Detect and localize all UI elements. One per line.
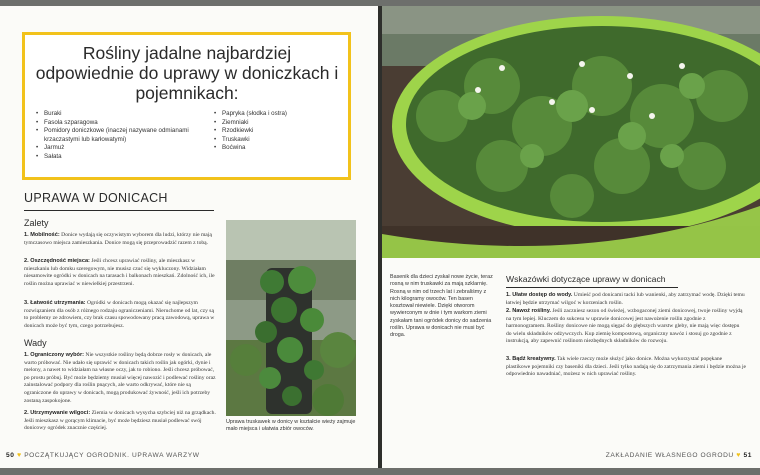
tips-heading: Wskazówki dotyczące uprawy w donicach [506,274,666,284]
subheading-wady: Wady [24,338,47,348]
plant-list-left [36,110,196,162]
heart-icon: ♥ [16,452,22,459]
para-text: Ziemia w donicach wysycha szybciej niż na grządkach. Jeśli mieszkasz w gorącym klimacie, być może będziesz musiał podlewać swój donicowy ogródek znacznie częściej. [24,410,216,432]
para-label: 3. Bądź kreatywny. [506,356,556,362]
right-page [382,6,760,468]
list-item: • Truskawki [214,136,334,145]
paragraph [24,300,216,330]
list-item: • Papryka (słodka i ostra) [214,110,334,119]
para-text: Ogródki w donicach mogą okazać się najlepszym rozwiązaniem dla osób z różnego rodzaju ograniczeniami. Nieruchome od lat, czy są to problemy ze zdrowiem, czy brak czasu spowodowany pracą zawodową, uprawa w donicach może być tym, czego potrzebujesz. [24,300,215,329]
footer-left [6,452,200,459]
paragraph [24,258,216,288]
paragraph [506,356,746,379]
para-text: Tak wiele rzeczy może służyć jako donice. Można wykorzystać popękane plastikowe pojemniki czy baseniki dla dzieci. Jeśli tylko nadają się do zatrzymania ziemi i będzie można je odpowiednio nawadniać, możesz w nich uprawiać rośliny. [506,356,746,378]
left-page [0,6,378,468]
para-label: 3. Łatwość utrzymania: [24,300,86,306]
list-item: • Fasola szparagowa [36,119,196,128]
para-text: Jeśli zaczniesz sezon od świeżej, wzbogaconej ziemi donicowej, twoje rośliny wyjdą na tym lepiej. Kluczem do sukcesu w uprawie donicowej jest nawożenie roślin zgodnie z harmonogramem. Rośliny donicowe nie mogą sięgać do głębszych warstw gleby, nie mają więc dostępu do wielu składników odżywczych. Kup ziemię kompostową, organiczny nawóz i stosuj go zgodnie z instrukcją, aby zapewnić roślinom niezbędnych składników do rozwoju. [506,308,743,345]
para-text: Jeśli chcesz uprawiać rośliny, ale mieszkasz w mieszkaniu lub domku szeregowym, nie musisz czuć się wykluczony. Widziałam niesamowite ogródki w donicach na tarasach i balkonach mieszkań. Zdolność ich, ile roślin można uprawiać w niewielkiej przestrzeni. [24,258,215,287]
para-label: 1. Mobilność: [24,232,60,238]
para-label: 2. Nawoź rośliny. [506,308,551,314]
para-label: 1. Ułatw dostęp do wody. [506,292,573,298]
list-item: • Sałata [36,153,196,162]
footer-title: ZAKŁADANIE WŁASNEGO OGRODU [605,452,734,459]
strawberry-pool-photo [382,6,760,258]
footer-right [606,452,752,459]
para-label: 2. Oszczędność miejsca: [24,258,90,264]
subheading-zalety: Zalety [24,218,49,228]
tips-rule [506,287,678,288]
photo-caption: Basenik dla dzieci zyskał nowe życie, teraz rosną w nim truskawki za mają szklarnię. Rosną w nim od trzech lat i zebraliśmy z nich kilogramy owoców. Ten basen kosztował niewiele. Dzięki otworom wywierconym w dnie i tym warkom ziemi zyskałam tani ogródek donicy do sadzenia roślin. Uprawa w donicach nie musi być droga. [390,274,493,339]
heading-rule [24,210,214,211]
para-label: 1. Ograniczony wybór: [24,352,84,358]
list-item: • Buraki [36,110,196,119]
paragraph [506,292,746,307]
para-label: 2. Utrzymywanie wilgoci: [24,410,91,416]
list-item: • Boćwina [214,144,334,153]
list-item: • Ziemniaki [214,119,334,128]
heart-icon: ♥ [736,452,742,459]
page-number: 51 [743,452,752,459]
section-heading: UPRAWA W DONICACH [24,191,168,205]
list-item: • Pomidory doniczkowe (inaczej nazywane odmianami krzaczastymi lub karłowatymi) [36,127,196,144]
paragraph [24,352,216,405]
page-number: 50 [6,452,15,459]
para-text: Nie wszystkie rośliny będą dobrze rosły w donicach, ale warto próbować. Nie udało się uprawić w donicach takich roślin jak ogórki, dynie i melony, a nawet to widziałam na własne oczy, jak to robiono. Jeśli chcesz próbować, po prostu próbuj. Być może będziemy musiał więcej nawozić i podlewać rośliny oraz zainstalować podpory dla roślin pnących, ale warto odkrywać, które nie są ograniczone do uprawy w donicach, mogą produkować żywność, jeśli ich potrzeby zostaną zaspokojone. [24,352,216,404]
paragraph [24,410,216,433]
photo-caption: Uprawa truskawek w donicy w kształcie wieży zajmuje mało miejsca i ułatwia zbiór owoców. [226,419,356,432]
paragraph [506,308,746,346]
footer-title: POCZĄTKUJĄCY OGRODNIK. UPRAWA WARZYW [24,452,200,459]
list-item: • Jarmuż [36,144,196,153]
box-title: Rośliny jadalne najbardziej odpowiednie do uprawy w doniczkach i pojemnikach: [35,43,339,103]
para-text: Donice wydają się oczywistym wyborem dla ludzi, którzy nie mają tymczasowo miejsca zamieszkania. Donice mogą się przeprowadzić razem z tobą. [24,232,212,246]
plant-list-right [214,110,334,153]
paragraph [24,232,216,247]
strawberry-tower-photo [226,220,356,416]
para-text: Umieść pod donicami tacki lub wanienki, aby zatrzymać wodę. Dzięki temu łatwiej będzie utrzymać wilgoć w korzeniach roślin. [506,292,745,306]
list-item: • Rzodkiewki [214,127,334,136]
